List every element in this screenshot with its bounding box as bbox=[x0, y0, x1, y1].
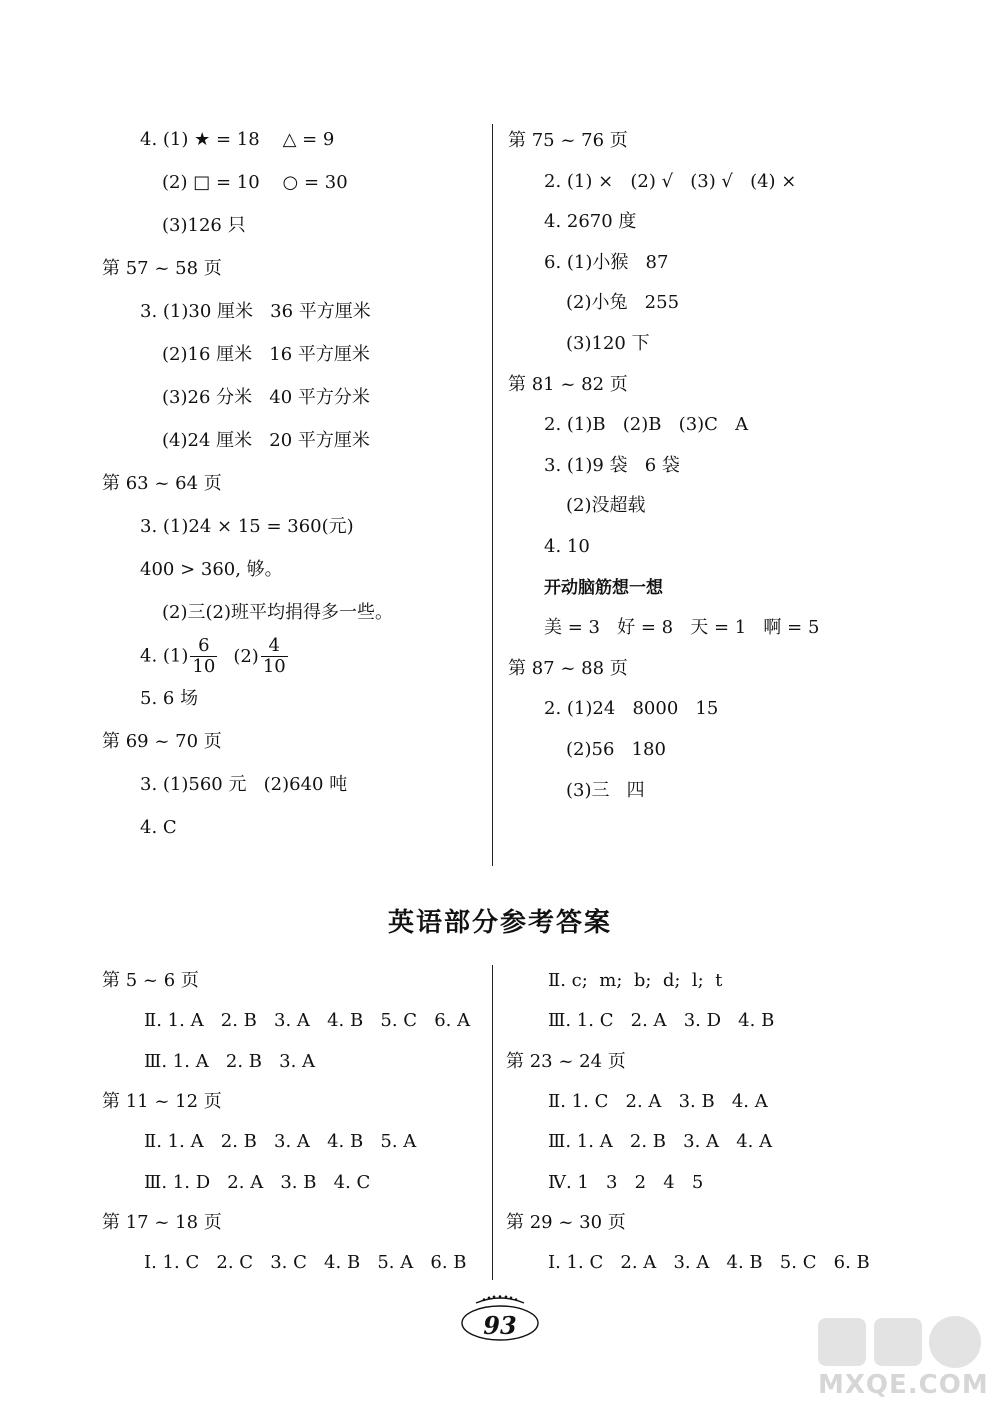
page-range-heading: 第 81 ~ 82 页 bbox=[508, 373, 628, 395]
answer-line: (3)120 下 bbox=[566, 333, 650, 354]
math-column-divider bbox=[492, 124, 493, 866]
page-range-heading: 第 17 ~ 18 页 bbox=[102, 1211, 222, 1233]
page-range-heading: 第 69 ~ 70 页 bbox=[102, 731, 222, 752]
page-range-heading: 第 57 ~ 58 页 bbox=[102, 258, 222, 279]
watermark-url: MXQE.COM bbox=[818, 1370, 989, 1400]
answer-line: Ⅱ. 1. C 2. A 3. B 4. A bbox=[548, 1090, 768, 1112]
answer-line: 4. 10 bbox=[544, 536, 590, 557]
answer-line: Ⅲ. 1. C 2. A 3. D 4. B bbox=[548, 1010, 775, 1032]
page-range-heading: 第 23 ~ 24 页 bbox=[506, 1050, 626, 1072]
answer-line: (2)小兔 255 bbox=[566, 292, 680, 314]
answer-line: (2)三(2)班平均捐得多一些。 bbox=[162, 602, 393, 623]
answer-line: Ⅲ. 1. D 2. A 3. B 4. C bbox=[144, 1171, 371, 1193]
answer-line: 3. (1)24 × 15 = 360(元) bbox=[140, 516, 354, 537]
denominator: 10 bbox=[192, 656, 216, 677]
answer-line: Ⅲ. 1. A 2. B 3. A 4. A bbox=[548, 1131, 773, 1153]
answer-line: Ⅱ. 1. A 2. B 3. A 4. B 5. A bbox=[144, 1131, 417, 1153]
answer-line: Ⅲ. 1. A 2. B 3. A bbox=[144, 1050, 316, 1072]
fraction bbox=[261, 636, 288, 677]
page-number-badge bbox=[458, 1283, 542, 1343]
answer-line: Ⅱ. c; m; b; d; l; t bbox=[548, 970, 723, 991]
fraction-prefix: 4. (1) bbox=[140, 645, 189, 667]
fraction-answer bbox=[140, 636, 290, 677]
page-range-heading: 第 11 ~ 12 页 bbox=[102, 1090, 222, 1112]
bonus-heading: 开动脑筋想一想 bbox=[544, 577, 663, 598]
answer-line: 400 > 360, 够。 bbox=[140, 559, 283, 580]
answer-line: (4)24 厘米 20 平方厘米 bbox=[162, 430, 370, 451]
page-range-heading: 第 29 ~ 30 页 bbox=[506, 1211, 626, 1233]
numerator: 6 bbox=[190, 636, 217, 657]
answer-line: (3)三 四 bbox=[566, 779, 645, 801]
answer-line: 3. (1)9 袋 6 袋 bbox=[544, 454, 680, 476]
page-range-heading: 第 87 ~ 88 页 bbox=[508, 657, 628, 679]
answer-line: Ⅳ. 1 3 2 4 5 bbox=[548, 1171, 704, 1193]
answer-line: 3. (1)560 元 (2)640 吨 bbox=[140, 774, 348, 795]
answer-line: 2. (1) × (2) √ (3) √ (4) × bbox=[544, 170, 797, 192]
answer-line: 3. (1)30 厘米 36 平方厘米 bbox=[140, 301, 371, 322]
answer-line: 2. (1)24 8000 15 bbox=[544, 698, 719, 720]
answer-line: (2)56 180 bbox=[566, 739, 666, 760]
fraction-mid: (2) bbox=[233, 645, 259, 667]
denominator: 10 bbox=[262, 656, 286, 677]
answer-line: 4. 2670 度 bbox=[544, 211, 637, 233]
page-range-heading: 第 63 ~ 64 页 bbox=[102, 473, 222, 494]
answer-line: 2. (1)B (2)B (3)C A bbox=[544, 414, 749, 436]
answer-line: 4. C bbox=[140, 817, 177, 838]
answer-line: (2)16 厘米 16 平方厘米 bbox=[162, 344, 370, 365]
answer-line: 6. (1)小猴 87 bbox=[544, 251, 669, 273]
answer-line: Ⅰ. 1. C 2. C 3. C 4. B 5. A 6. B bbox=[144, 1252, 467, 1274]
numerator: 4 bbox=[261, 636, 288, 657]
page-range-heading: 第 5 ~ 6 页 bbox=[102, 970, 199, 991]
page-range-heading: 第 75 ~ 76 页 bbox=[508, 130, 628, 151]
answer-line: (2) □ = 10 ○ = 30 bbox=[162, 172, 348, 193]
watermark-logo-icon bbox=[812, 1308, 992, 1378]
fraction bbox=[190, 636, 217, 677]
english-section-title: 英语部分参考答案 bbox=[387, 908, 612, 938]
answer-line: 5. 6 场 bbox=[140, 688, 199, 709]
answer-line: (3)26 分米 40 平方分米 bbox=[162, 387, 370, 408]
answer-line: Ⅰ. 1. C 2. A 3. A 4. B 5. C 6. B bbox=[548, 1252, 870, 1274]
answer-line: 4. (1) ★ = 18 △ = 9 bbox=[140, 129, 335, 150]
answer-line: 美 = 3 好 = 8 天 = 1 啊 = 5 bbox=[544, 617, 820, 639]
answer-line: (2)没超载 bbox=[566, 495, 646, 517]
watermark bbox=[812, 1308, 992, 1408]
answer-line: Ⅱ. 1. A 2. B 3. A 4. B 5. C 6. A bbox=[144, 1010, 471, 1032]
answer-line: (3)126 只 bbox=[162, 215, 246, 236]
page-number: 93 bbox=[483, 1311, 517, 1340]
english-column-divider bbox=[492, 965, 493, 1280]
